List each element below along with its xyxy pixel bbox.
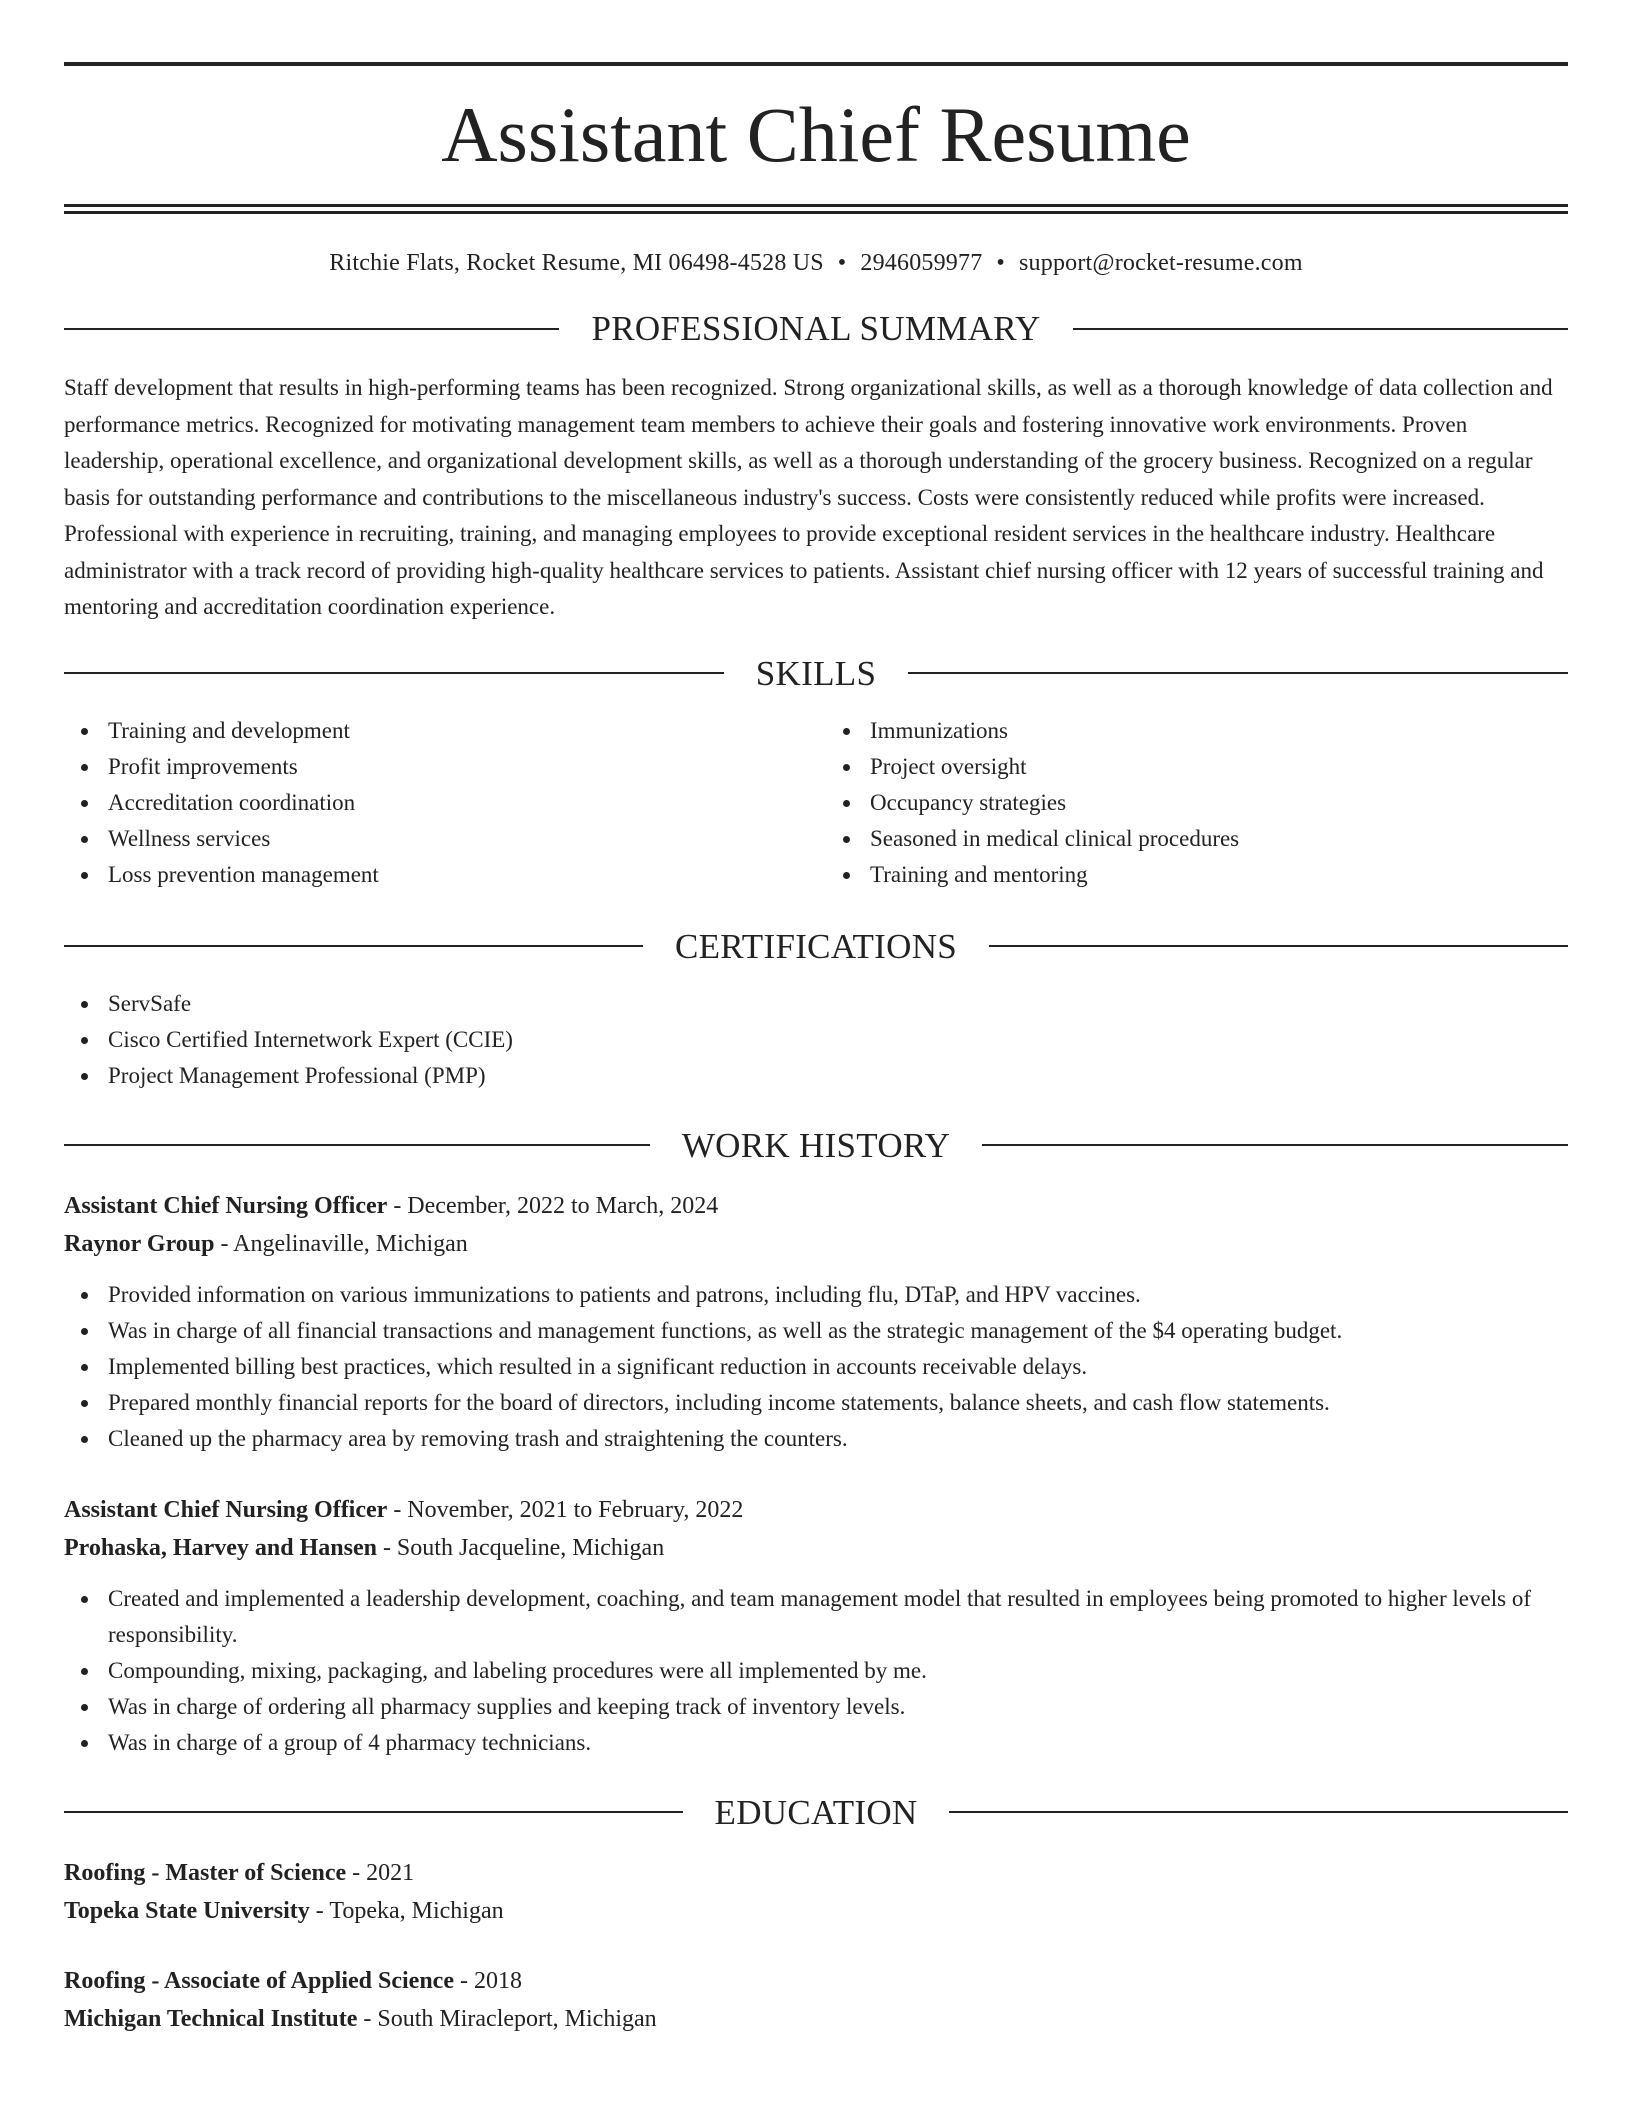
education-school: Michigan Technical Institute xyxy=(64,2005,358,2032)
job-title-line xyxy=(64,1491,1568,1529)
skill-item: Immunizations xyxy=(826,713,1568,749)
certifications-list xyxy=(64,986,1568,1094)
skill-item: Training and development xyxy=(64,713,806,749)
job-bullet: Was in charge of ordering all pharmacy supplies and keeping track of inventory levels. xyxy=(64,1689,1568,1725)
job-bullet: Was in charge of a group of 4 pharmacy technicians. xyxy=(64,1725,1568,1761)
job-bullet: Provided information on various immunizations to patients and patrons, including flu, DTaP, and HPV vaccines. xyxy=(64,1277,1568,1313)
contact-line xyxy=(64,250,1568,277)
section-rule xyxy=(64,1811,683,1813)
skill-item: Training and mentoring xyxy=(826,857,1568,893)
job-bullet: Cleaned up the pharmacy area by removing trash and straightening the counters. xyxy=(64,1421,1568,1457)
skill-item: Profit improvements xyxy=(64,749,806,785)
certification-item: Cisco Certified Internetwork Expert (CCIE) xyxy=(64,1022,1568,1058)
section-title-certifications: CERTIFICATIONS xyxy=(674,926,958,966)
section-title-work: WORK HISTORY xyxy=(681,1125,951,1165)
education-degree-line xyxy=(64,1962,1568,2000)
job-bullet: Prepared monthly financial reports for the board of directors, including income statements, balance sheets, and cash flow statements. xyxy=(64,1385,1568,1421)
skill-item: Occupancy strategies xyxy=(826,785,1568,821)
job-company-line xyxy=(64,1529,1568,1567)
section-rule xyxy=(64,945,643,947)
resume-page xyxy=(64,0,1568,2038)
section-rule xyxy=(64,1144,650,1146)
section-rule xyxy=(64,672,724,674)
job-title: Assistant Chief Nursing Officer xyxy=(64,1192,388,1219)
skill-item: Project oversight xyxy=(826,749,1568,785)
section-rule xyxy=(1073,328,1568,330)
education-year: - 2021 xyxy=(346,1859,415,1886)
job-dates: - December, 2022 to March, 2024 xyxy=(387,1192,719,1219)
job-entry xyxy=(64,1187,1568,1457)
certification-item: ServSafe xyxy=(64,986,1568,1022)
education-school: Topeka State University xyxy=(64,1897,310,1924)
education-entry xyxy=(64,1962,1568,2038)
skill-item: Loss prevention management xyxy=(64,857,806,893)
section-rule xyxy=(989,945,1568,947)
skills-column-left xyxy=(64,713,806,893)
education-location: - South Miracleport, Michigan xyxy=(357,2005,657,2032)
section-rule xyxy=(908,672,1568,674)
contact-separator: • xyxy=(837,250,847,276)
education-location: - Topeka, Michigan xyxy=(309,1897,504,1924)
section-title-skills: SKILLS xyxy=(755,653,877,693)
section-rule xyxy=(949,1811,1568,1813)
education-entry xyxy=(64,1854,1568,1930)
job-bullet: Implemented billing best practices, which resulted in a significant reduction in accounts receivable delays. xyxy=(64,1349,1568,1385)
education-school-line xyxy=(64,1892,1568,1930)
job-company: Raynor Group xyxy=(64,1230,215,1257)
section-header-certifications xyxy=(64,926,1568,966)
education-degree: Roofing - Master of Science xyxy=(64,1859,347,1886)
job-company-line xyxy=(64,1225,1568,1263)
top-rule xyxy=(64,62,1568,66)
job-dates: - November, 2021 to February, 2022 xyxy=(387,1496,744,1523)
job-title: Assistant Chief Nursing Officer xyxy=(64,1496,388,1523)
job-bullet: Created and implemented a leadership development, coaching, and team management model that resulted in employees being promoted to higher levels of responsibility. xyxy=(64,1581,1568,1653)
section-title-education: EDUCATION xyxy=(714,1792,918,1832)
education-degree-line xyxy=(64,1854,1568,1892)
education-year: - 2018 xyxy=(454,1967,522,1994)
skill-item: Accreditation coordination xyxy=(64,785,806,821)
section-header-education xyxy=(64,1792,1568,1832)
job-bullet: Was in charge of all financial transactions and management functions, as well as the strategic management of the $4 operating budget. xyxy=(64,1313,1568,1349)
section-header-skills xyxy=(64,653,1568,693)
education-school-line xyxy=(64,2000,1568,2038)
skill-item: Seasoned in medical clinical procedures xyxy=(826,821,1568,857)
job-bullets xyxy=(64,1581,1568,1761)
skills-list xyxy=(64,713,1568,893)
job-company: Prohaska, Harvey and Hansen xyxy=(64,1534,377,1561)
contact-separator: • xyxy=(996,250,1006,276)
section-rule xyxy=(64,328,559,330)
education-degree: Roofing - Associate of Applied Science xyxy=(64,1967,454,1994)
skills-column-right xyxy=(826,713,1568,893)
title-double-rule xyxy=(64,204,1568,214)
resume-title: Assistant Chief Resume xyxy=(441,91,1191,178)
section-header-work xyxy=(64,1125,1568,1165)
job-location: - South Jacqueline, Michigan xyxy=(376,1534,665,1561)
section-rule xyxy=(982,1144,1568,1146)
job-title-line xyxy=(64,1187,1568,1225)
contact-email: support@rocket-resume.com xyxy=(1019,250,1303,276)
section-title-summary: PROFESSIONAL SUMMARY xyxy=(591,309,1041,348)
contact-phone: 2946059977 xyxy=(860,250,983,276)
job-bullets xyxy=(64,1277,1568,1457)
skill-item: Wellness services xyxy=(64,821,806,857)
job-location: - Angelinaville, Michigan xyxy=(214,1230,468,1257)
contact-address: Ritchie Flats, Rocket Resume, MI 06498-4528 US xyxy=(329,250,824,276)
certification-item: Project Management Professional (PMP) xyxy=(64,1058,1568,1094)
job-entry xyxy=(64,1491,1568,1761)
summary-text: Staff development that results in high-performing teams has been recognized. Strong organizational skills, as well as a thorough knowledge of data collection and performance metrics. Recognized for motivating management team members to achieve their goals and fostering innovative work environments. Proven leadership, operational excellence, and organizational development skills, as well as a thorough understanding of the grocery business. Recognized on a regular basis for outstanding performance and contributions to the miscellaneous industry's success. Costs were consistently reduced while profits were increased. Professional with experience in recruiting, training, and managing employees to provide exceptional resident services in the healthcare industry. Healthcare administrator with a track record of providing high-quality healthcare services to patients. Assistant chief nursing officer with 12 years of successful training and mentoring and accreditation coordination experience. xyxy=(64,375,1553,619)
section-header-summary xyxy=(64,311,1568,346)
job-bullet: Compounding, mixing, packaging, and labeling procedures were all implemented by me. xyxy=(64,1653,1568,1689)
